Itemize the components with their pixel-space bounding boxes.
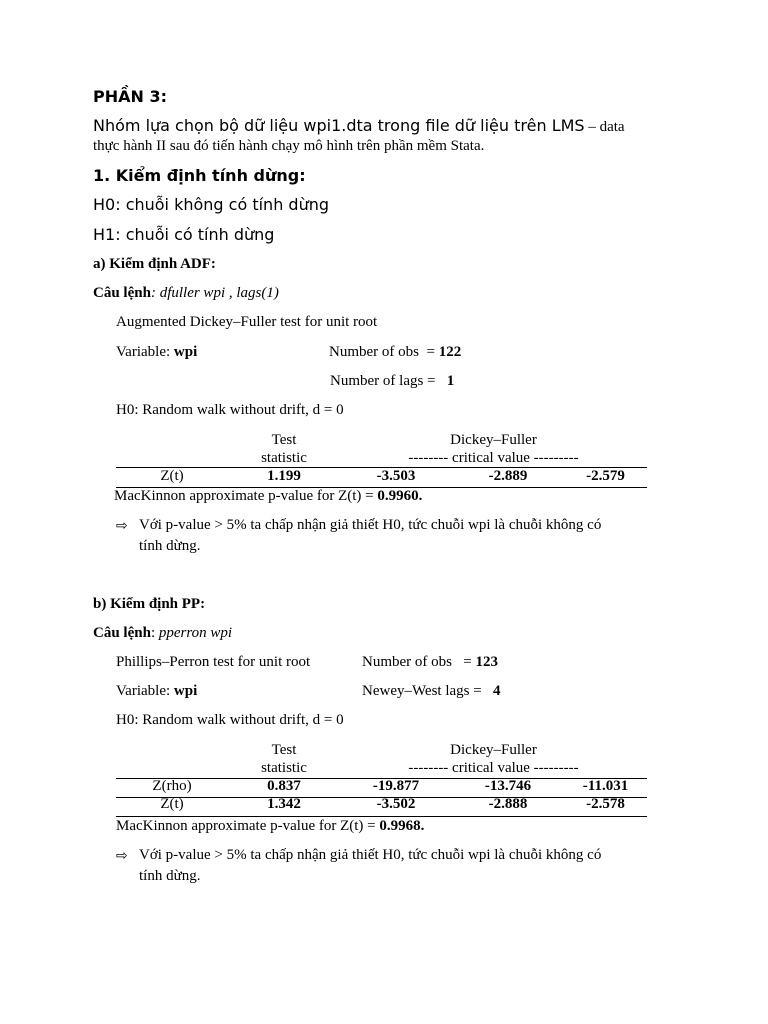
adf-row-label: Z(t) (160, 468, 184, 484)
pp-header-row-1 (116, 741, 647, 759)
pp-nwlags-label: Newey–West lags = (362, 683, 493, 699)
pp-pvalue-value: 0.9968. (379, 818, 425, 834)
pp-conclusion-line-2: tính dừng. (139, 868, 201, 884)
intro-serif-tail: – data (584, 119, 625, 135)
adf-nobs (329, 344, 461, 361)
pp-variable-value: wpi (173, 683, 198, 699)
pp-variable-label: Variable: (116, 683, 174, 699)
pp-nwlags (362, 683, 500, 700)
adf-pvalue (114, 488, 422, 505)
pp-row1-label: Z(rho) (152, 778, 192, 794)
pp-table-rule-top (116, 778, 647, 779)
adf-conclusion-line-2: tính dừng. (139, 538, 201, 554)
adf-heading: a) Kiểm định ADF: (93, 256, 216, 272)
pp-cmd-text: pperron wpi (158, 625, 233, 641)
arrow-right-icon: ⇨ (116, 518, 128, 534)
adf-variable (116, 344, 197, 361)
adf-nobs-label: Number of obs = (329, 344, 439, 360)
arrow-right-icon: ⇨ (116, 848, 128, 864)
adf-hdr-test: Test (271, 432, 297, 448)
adf-pvalue-text: MacKinnon approximate p-value for Z(t) = (114, 488, 378, 504)
adf-row-cv1: -3.503 (376, 468, 416, 484)
intro-line-2: thực hành II sau đó tiến hành chạy mô hình trên phần mềm Stata. (93, 138, 485, 154)
adf-header-row-2 (116, 449, 647, 467)
pp-variable (116, 683, 197, 700)
pp-conclusion-line-1: Với p-value > 5% ta chấp nhận giả thiết H0, tức chuỗi wpi là chuỗi không có (139, 847, 602, 863)
adf-pvalue-value: 0.9960. (377, 488, 423, 504)
adf-hdr-cv: -------- critical value --------- (408, 450, 579, 466)
adf-row-cv3: -2.579 (586, 468, 625, 484)
section1-h0: H0: chuỗi không có tính dừng (93, 195, 330, 214)
pp-row1-cv2: -13.746 (484, 778, 532, 794)
adf-nlags-label: Number of lags = (330, 373, 447, 389)
pp-results-table (116, 741, 647, 813)
adf-cmd-colon: : (150, 285, 160, 301)
pp-row2-stat: 1.342 (267, 796, 301, 812)
adf-hdr-stat: statistic (261, 450, 307, 466)
section1-h1: H1: chuỗi có tính dừng (93, 225, 275, 244)
pp-pvalue-text: MacKinnon approximate p-value for Z(t) = (116, 818, 380, 834)
adf-cmd-text: dfuller wpi , lags(1) (159, 285, 279, 301)
pp-row2-cv2: -2.888 (488, 796, 528, 812)
part-title: PHẦN 3: (93, 87, 167, 106)
table-row (116, 777, 647, 795)
pp-row2-label: Z(t) (160, 796, 184, 812)
pp-hdr-df: Dickey–Fuller (450, 742, 537, 758)
pp-row1-cv3: -11.031 (582, 778, 629, 794)
intro-line-1 (93, 116, 625, 136)
adf-hdr-df: Dickey–Fuller (450, 432, 537, 448)
pp-cmd-label: Câu lệnh (93, 625, 151, 641)
adf-row-cv2: -2.889 (488, 468, 528, 484)
pp-cmd-colon: : (150, 625, 159, 641)
intro-sans-text: Nhóm lựa chọn bộ dữ liệu wpi1.dta trong file dữ liệu trên LMS (93, 116, 585, 135)
pp-table-rule-mid (116, 797, 647, 798)
adf-row-stat: 1.199 (267, 468, 301, 484)
adf-cmd-label: Câu lệnh (93, 285, 151, 301)
adf-nlags (330, 373, 454, 390)
pp-table-rule-bottom (116, 816, 647, 817)
adf-nlags-value: 1 (446, 373, 455, 389)
pp-row2-cv1: -3.502 (376, 796, 416, 812)
pp-heading: b) Kiểm định PP: (93, 596, 206, 612)
pp-nobs (362, 654, 498, 671)
adf-results-table (116, 431, 647, 485)
pp-h0: H0: Random walk without drift, d = 0 (116, 712, 344, 728)
pp-row2-cv3: -2.578 (586, 796, 625, 812)
adf-table-rule-top (116, 467, 647, 468)
pp-nobs-value: 123 (475, 654, 498, 670)
section1-title: 1. Kiểm định tính dừng: (93, 166, 306, 185)
adf-command-line (93, 285, 279, 302)
adf-variable-label: Variable: (116, 344, 174, 360)
adf-conclusion-line-1: Với p-value > 5% ta chấp nhận giả thiết H0, tức chuỗi wpi là chuỗi không có (139, 517, 602, 533)
pp-test-title: Phillips–Perron test for unit root (116, 654, 311, 670)
adf-h0: H0: Random walk without drift, d = 0 (116, 402, 344, 418)
adf-variable-value: wpi (173, 344, 198, 360)
pp-hdr-cv: -------- critical value --------- (408, 760, 579, 776)
pp-header-row-2 (116, 759, 647, 777)
adf-nobs-value: 122 (438, 344, 462, 360)
pp-hdr-stat: statistic (261, 760, 307, 776)
pp-row1-stat: 0.837 (267, 778, 301, 794)
pp-nwlags-value: 4 (492, 683, 501, 699)
table-row (116, 467, 647, 485)
pp-pvalue (116, 818, 424, 835)
pp-row1-cv1: -19.877 (372, 778, 420, 794)
pp-command-line (93, 625, 232, 642)
pp-nobs-label: Number of obs = (362, 654, 476, 670)
adf-test-title: Augmented Dickey–Fuller test for unit root (116, 314, 378, 330)
adf-header-row-1 (116, 431, 647, 449)
pp-hdr-test: Test (271, 742, 297, 758)
